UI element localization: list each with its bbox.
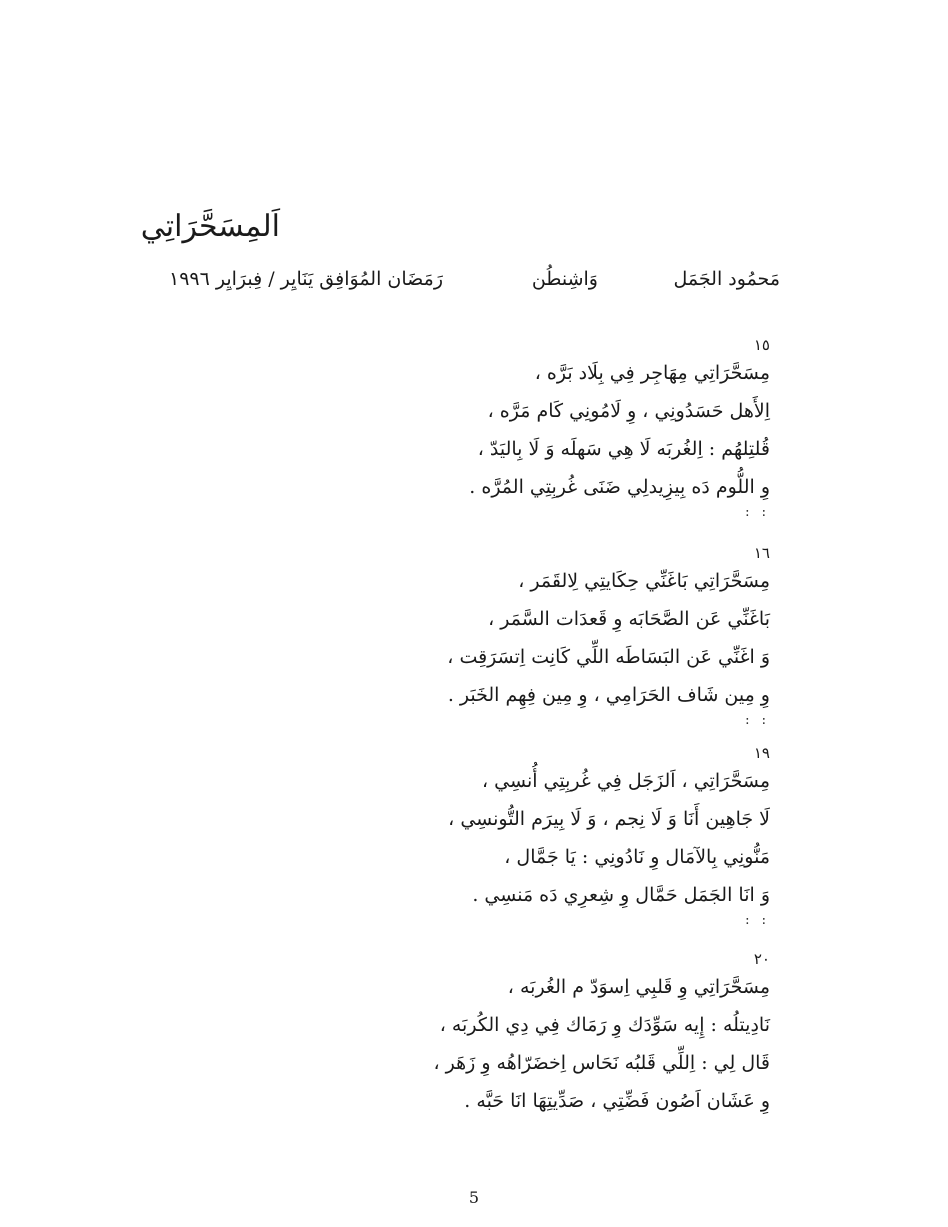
stanza-number: ١٩	[753, 744, 770, 762]
verse-line: مِسَحَّرَاتِي وِ قَلبِي اِسوَدّ م الغُربَه ،	[507, 976, 770, 998]
verse-line: لَا جَاهِين أَنَا وَ لَا نِجم ، وَ لَا بِيرَم التُّونسِي ،	[448, 808, 770, 830]
stanza-19	[448, 744, 770, 928]
stanza-separator: : :	[745, 505, 770, 520]
page-number: 5	[468, 1188, 480, 1207]
verse-line: قَال لِي : اِللِّي قَلبُه نَحَاس اِخضَرّاهُه وِ زَهَر ،	[433, 1052, 770, 1074]
date-line: رَمَضَان المُوَافِق يَنَايِر / فِبرَايِر ١٩٩٦	[168, 268, 443, 290]
verse-line: وِ اللُّوم دَه بِيزِيدلِي ضَنَى غُربِتِي المُرَّه .	[469, 476, 770, 498]
author-name: مَحمُود الجَمَل	[673, 268, 780, 290]
stanza-15	[469, 336, 770, 520]
stanza-16	[447, 544, 770, 728]
stanza-number: ٢٠	[753, 950, 770, 968]
stanza-number: ١٦	[753, 544, 770, 562]
stanza-number: ١٥	[753, 336, 770, 354]
verse-line: قُلتِلهُم : اِلغُربَه لَا هِي سَهلَه وَ لَا بِاليَدّ ،	[477, 438, 770, 460]
verse-line: وِ عَشَان اَصُون فَضِّتِي ، صَدِّيتِهَا انَا حَبَّه .	[464, 1090, 770, 1112]
verse-line: اِلأَهل حَسَدُونِي ، وِ لَامُونِي كَام مَرَّه ،	[487, 400, 770, 422]
stanza-20	[433, 950, 770, 1120]
verse-line: وَ انَا الجَمَل حَمَّال وِ شِعرِي دَه مَنسِي .	[472, 884, 770, 906]
verse-line: مِسَحَّرَاتِي بَاغَنِّي حِكَايتِي لِالقَمَر ،	[518, 570, 770, 592]
verse-line: وِ مِين شَاف الحَرَامِي ، وِ مِين فِهِم الخَبَر .	[447, 684, 770, 706]
stanza-separator: : :	[745, 713, 770, 728]
verse-line: وَ اغَنِّي عَن البَسَاطَه اللِّي كَانِت اِتسَرَقِت ،	[447, 646, 770, 668]
place-name: وَاشِنطُن	[531, 268, 598, 290]
verse-line: مَنُّونِي بِالآمَال وِ نَادُونِي : يَا جَمَّال ،	[504, 846, 770, 868]
verse-line: نَادِيتلُه : إِيه سَوِّدَك وِ رَمَاك فِي دِي الكُربَه ،	[439, 1014, 770, 1036]
stanza-separator: : :	[745, 913, 770, 928]
verse-line: مِسَحَّرَاتِي مِهَاجِر فِي بِلَاد بَرَّه ،	[534, 362, 770, 384]
poem-title: اَلمِسَحَّرَاتِي	[140, 209, 280, 244]
verse-line: مِسَحَّرَاتِي ، اَلزَجَل فِي غُربِتِي أُنسِي ،	[481, 770, 770, 792]
verse-line: بَاغَنِّي عَن الصَّحَابَه وِ قَعدَات السَّمَر ،	[488, 608, 770, 630]
